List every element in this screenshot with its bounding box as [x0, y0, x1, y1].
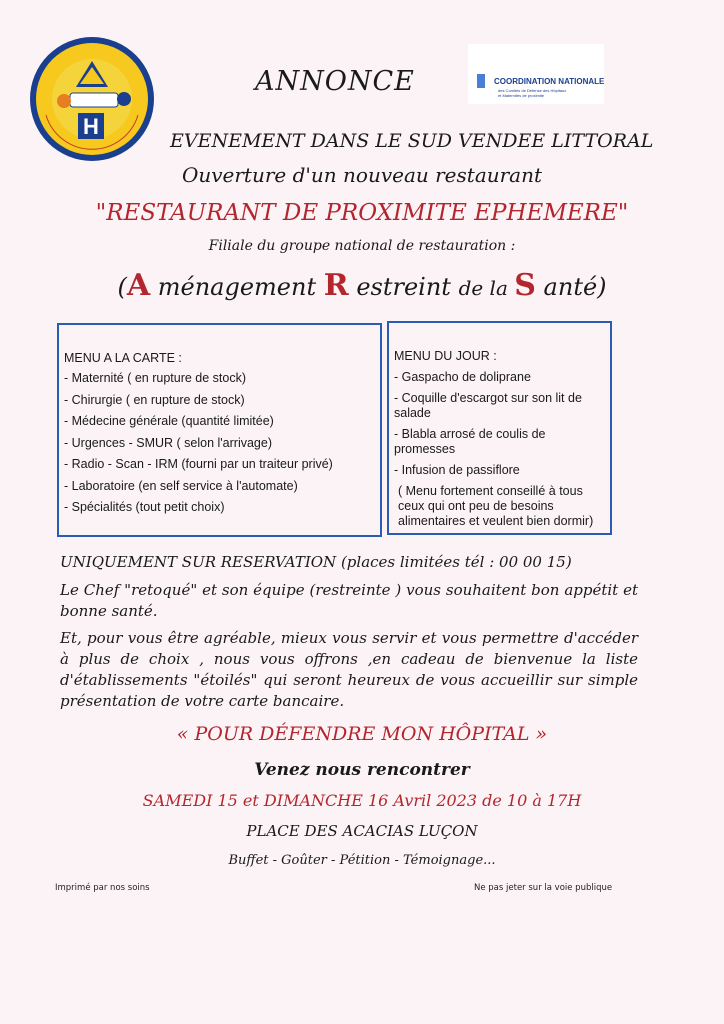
activities-line: Buffet - Goûter - Pétition - Témoignage...: [228, 853, 496, 868]
event-date: SAMEDI 15 et DIMANCHE 16 Avril 2023 de 10 à 17H: [142, 791, 582, 810]
association-logo: [28, 35, 156, 163]
list-item: - Spécialités (tout petit choix): [64, 500, 225, 514]
menu-carte-box: [57, 323, 382, 537]
acronym-line: (A ménagement R estreint de la S anté): [117, 268, 607, 303]
event-line: EVENEMENT DANS LE SUD VENDEE LITTORAL: [170, 130, 654, 152]
list-item: - Laboratoire (en self service à l'automate): [64, 478, 298, 493]
list-item: - Chirurgie ( en rupture de stock): [64, 392, 245, 407]
list-item: ( Menu fortement conseillé à tous ceux qui ont peu de besoins alimentaires et veulent bien dormir): [398, 484, 594, 528]
page-title: ANNONCE: [255, 66, 415, 97]
coordination-nationale-logo: [468, 44, 604, 104]
opening-line: Ouverture d'un nouveau restaurant: [181, 163, 543, 187]
list-item: - Blabla arrosé de coulis de promesses: [394, 427, 546, 456]
list-item: - Infusion de passiflore: [394, 463, 520, 477]
filiale-line: Filiale du groupe national de restauration :: [208, 238, 516, 254]
logo-name: COORDINATION NATIONALE: [494, 77, 605, 86]
list-item: - Gaspacho de doliprane: [394, 370, 531, 384]
restaurant-name: "RESTAURANT DE PROXIMITE EPHEMERE": [95, 200, 629, 226]
footer-printed: Imprimé par nos soins: [55, 883, 150, 893]
footer-notice: Ne pas jeter sur la voie publique: [474, 883, 613, 893]
reservation-line: UNIQUEMENT SUR RESERVATION (places limitées tél : 00 00 15): [60, 553, 572, 571]
list-item: - Radio - Scan - IRM (fourni par un traiteur privé): [64, 457, 333, 471]
menu-jour-box: [387, 321, 612, 535]
list-item: - Médecine générale (quantité limitée): [64, 414, 274, 428]
offer-paragraph: Et, pour vous être agréable, mieux vous servir et vous permettre d'accéder à plus de choix , nous vous offrons ,en cadeau de bienvenue la liste d'établissements "étoilés" qui seront heureux de vous accueillir sur simple présentation de votre carte bancaire.: [60, 629, 638, 710]
event-place: PLACE DES ACACIAS LUÇON: [246, 822, 478, 840]
logo-subtitle: des Comités de Défense des Hôpitaux et Maternités de proximité: [498, 88, 567, 98]
chef-paragraph: Le Chef "retoqué" et son équipe (restreinte ) vous souhaitent bon appétit et bonne santé.: [60, 581, 638, 620]
menu-jour-list: [394, 370, 606, 529]
list-item: - Maternité ( en rupture de stock): [64, 371, 247, 385]
slogan: « POUR DÉFENDRE MON HÔPITAL »: [176, 723, 548, 745]
meet-line: Venez nous rencontrer: [254, 760, 470, 780]
menu-carte-heading: MENU A LA CARTE :: [64, 351, 182, 365]
list-item: - Coquille d'escargot sur son lit de salade: [394, 391, 582, 420]
menu-carte-list: [64, 371, 376, 522]
svg-text:H: H: [83, 114, 99, 139]
list-item: - Urgences - SMUR ( selon l'arrivage): [64, 435, 272, 450]
menu-jour-heading: MENU DU JOUR :: [394, 349, 497, 363]
